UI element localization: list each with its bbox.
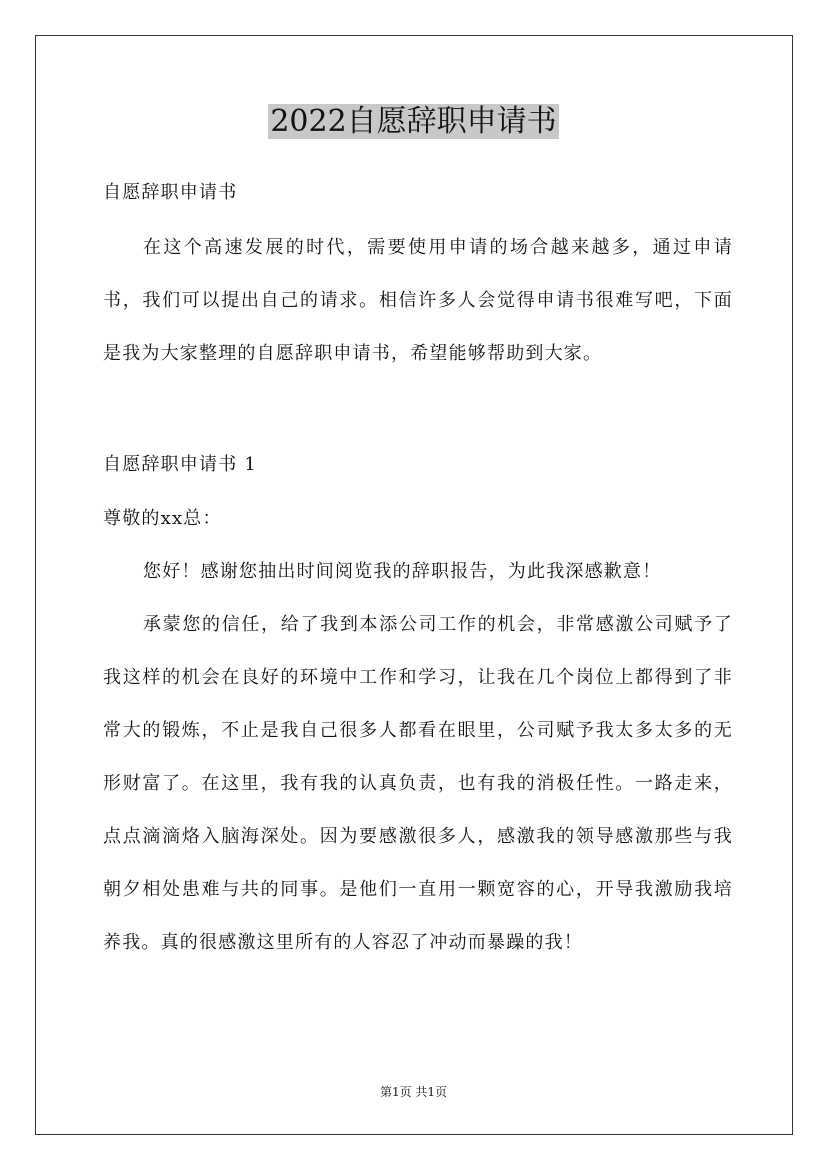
intro-paragraph: 在这个高速发展的时代，需要使用申请的场合越来越多，通过申请书，我们可以提出自己的请求。相信许多人会觉得申请书很难写吧，下面是我为大家整理的自愿辞职申请书，希望能够帮助到大家。 [103, 237, 733, 364]
salutation: 尊敬的xx总： [103, 508, 222, 529]
page-footer: 第1页 共1页 [379, 1085, 448, 1099]
document-subtitle: 自愿辞职申请书 [103, 182, 238, 203]
document-title [0, 102, 827, 142]
greeting-paragraph: 您好！感谢您抽出时间阅览我的辞职报告，为此我深感歉意！ [143, 561, 662, 582]
section-heading: 自愿辞职申请书 1 [103, 454, 257, 475]
body-paragraph: 承蒙您的信任，给了我到本添公司工作的机会，非常感激公司赋予了我这样的机会在良好的环境中工作和学习，让我在几个岗位上都得到了非常大的锻炼，不止是我自己很多人都看在眼里，公司赋予我太多太多的无形财富了。在这里，我有我的认真负责，也有我的消极任性。一路走来，点点滴滴烙入脑海深处。因为要感激很多人，感激我的领导感激那些与我朝夕相处患难与共的同事。是他们一直用一颗宽容的心，开导我激励我培养我。真的很感激这里所有的人容忍了冲动而暴躁的我！ [103, 614, 733, 953]
document-title-text: 2022自愿辞职申请书 [270, 104, 557, 139]
